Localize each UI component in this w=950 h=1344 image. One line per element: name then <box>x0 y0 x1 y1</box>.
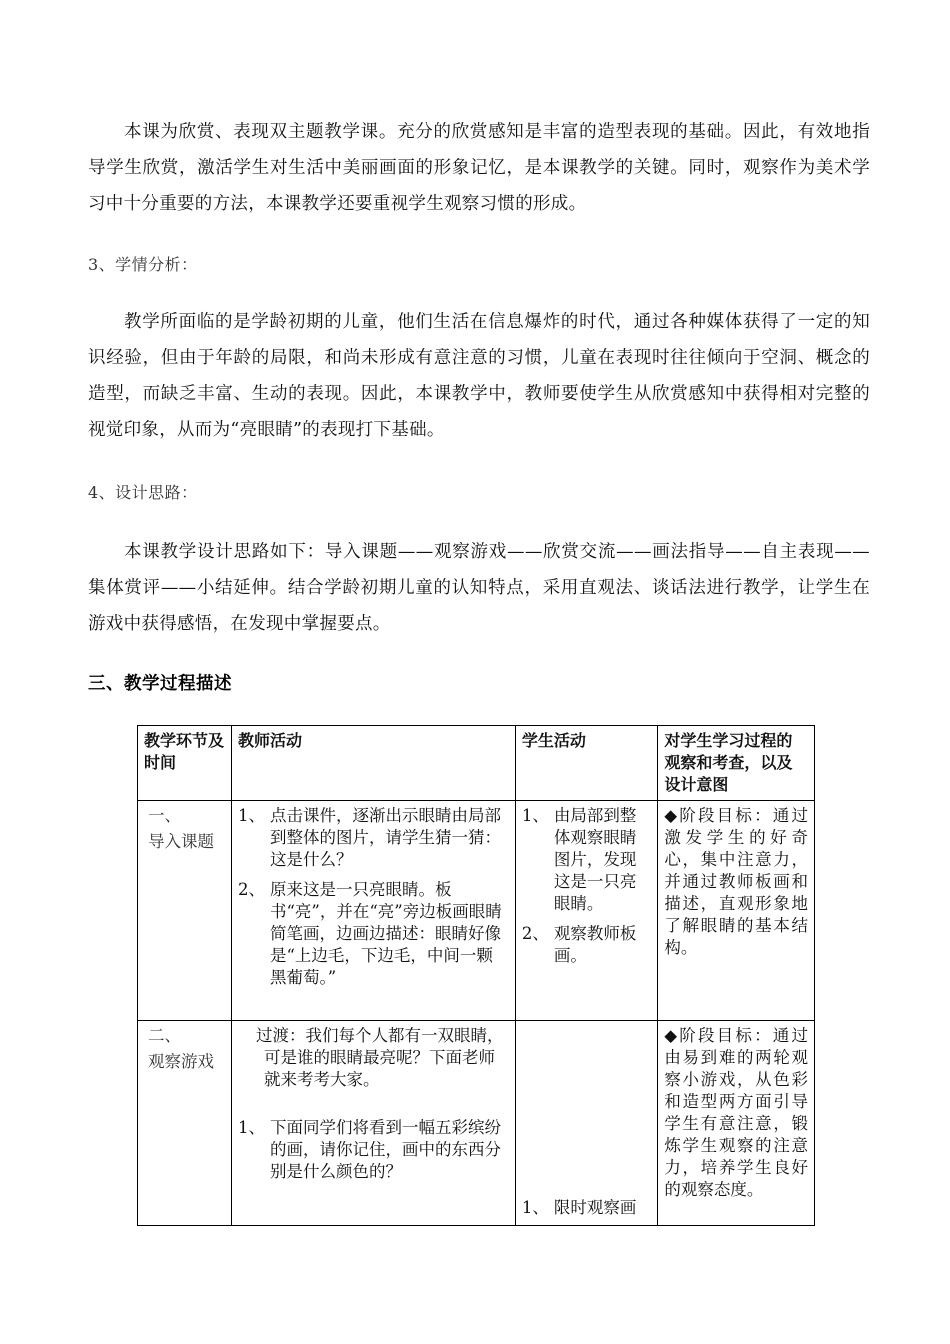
item-number: 1、 <box>237 1118 265 1137</box>
section-title-process: 三、教学过程描述 <box>88 674 232 694</box>
item-text: 由局部到整体观察眼睛图片，发现这是一只亮眼睛。 <box>553 806 637 913</box>
item-text: 点击课件，逐渐出示眼睛由局部到整体的图片，请学生猜一猜：这是什么？ <box>269 806 501 869</box>
item-number: 1、 <box>237 806 265 825</box>
item-number: 2、 <box>237 880 265 899</box>
list-item <box>522 923 651 967</box>
stage-cell <box>138 801 232 1021</box>
item-number: 1、 <box>521 806 549 825</box>
table-row <box>138 1021 815 1226</box>
teaching-process-table <box>137 725 815 1226</box>
stage-name: 导入课题 <box>148 832 214 851</box>
item-text: 原来这是一只亮眼睛。板书“亮”，并在“亮”旁边板画眼睛简笔画，边画边描述：眼睛好像是“上边毛，下边毛，中间一颗黑葡萄。” <box>269 880 502 987</box>
student-cell <box>515 801 657 1021</box>
header-observation: 对学生学习过程的观察和考查，以及设计意图 <box>658 726 815 801</box>
student-cell <box>515 1021 657 1226</box>
header-student: 学生活动 <box>515 726 657 801</box>
item-text: 观察教师板画。 <box>553 924 637 965</box>
list-item <box>522 1197 651 1219</box>
list-item <box>238 879 509 989</box>
header-stage: 教学环节及时间 <box>138 726 232 801</box>
goal-cell: ◆阶段目标：通过激发学生的好奇心，集中注意力，并通过教师板画和描述，直观形象地了解眼睛的基本结构。 <box>658 801 815 1021</box>
item-text: 下面同学们将看到一幅五彩缤纷的画，请你记住，画中的东西分别是什么颜色的？ <box>269 1118 501 1181</box>
stage-name: 观察游戏 <box>148 1052 214 1071</box>
list-item <box>238 805 509 871</box>
transition-text: 过渡：我们每个人都有一双眼睛，可是谁的眼睛最亮呢？下面老师就来考考大家。 <box>255 1026 504 1089</box>
design-idea-paragraph: 本课教学设计思路如下：导入课题——观察游戏——欣赏交流——画法指导——自主表现——集体赏评——小结延伸。结合学龄初期儿童的认知特点，采用直观法、谈话法进行教学，让学生在游戏中获得感悟，在发现中掌握要点。 <box>88 542 870 634</box>
heading-design-idea: 4、设计思路： <box>88 483 198 502</box>
item-number: 1、 <box>521 1198 549 1217</box>
item-number: 2、 <box>521 924 549 943</box>
teacher-cell <box>231 1021 515 1226</box>
heading-learner-analysis: 3、学情分析： <box>88 255 198 274</box>
stage-number: 一、 <box>148 806 181 825</box>
learner-analysis-paragraph: 教学所面临的是学龄初期的儿童，他们生活在信息爆炸的时代，通过各种媒体获得了一定的知识经验，但由于年龄的局限，和尚未形成有意注意的习惯，儿童在表现时往往倾向于空洞、概念的造型，而缺乏丰富、生动的表现。因此，本课教学中，教师要使学生从欣赏感知中获得相对完整的视觉印象，从而为“亮眼睛”的表现打下基础。 <box>88 312 870 440</box>
intro-paragraph: 本课为欣赏、表现双主题教学课。充分的欣赏感知是丰富的造型表现的基础。因此，有效地指导学生欣赏，激活学生对生活中美丽画面的形象记忆，是本课教学的关键。同时，观察作为美术学习中十分重要的方法，本课教学还要重视学生观察习惯的形成。 <box>88 122 870 214</box>
goal-cell: ◆阶段目标：通过由易到难的两轮观察小游戏，从色彩和造型两方面引导学生有意注意，锻炼学生观察的注意力，培养学生良好的观察态度。 <box>658 1021 815 1226</box>
teacher-cell <box>231 801 515 1021</box>
table-header-row <box>138 726 815 801</box>
item-text: 限时观察画 <box>553 1198 637 1217</box>
stage-number: 二、 <box>148 1026 181 1045</box>
list-item <box>522 805 651 915</box>
list-item <box>238 1117 509 1183</box>
stage-cell <box>138 1021 232 1226</box>
table-row <box>138 801 815 1021</box>
header-teacher: 教师活动 <box>231 726 515 801</box>
